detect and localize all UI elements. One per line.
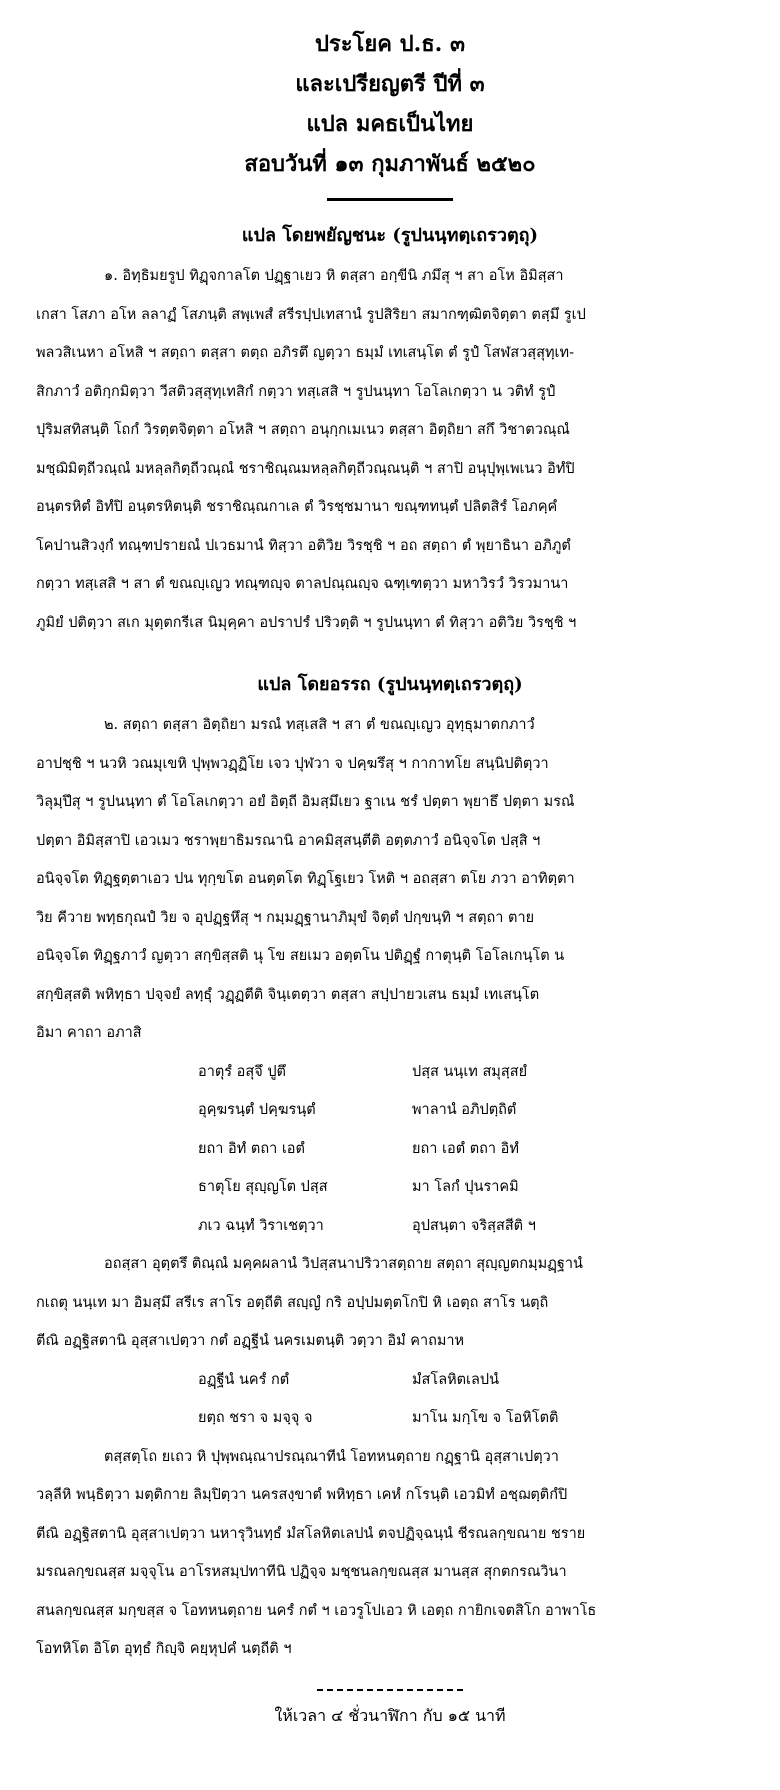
section2-line: อาปชฺชิ ฯ นวหิ วณมุเขหิ ปุพฺพวฏฺฏิโย เจว ปุฬวา จ ปคฺฆรึสุ ฯ กากาทโย สนฺนิปติตฺวา xyxy=(36,755,549,772)
exam-header xyxy=(0,0,780,201)
verse-first-half: ยตฺถ ชรา จ มจฺจุ จ xyxy=(198,1410,313,1426)
section1-line: สิกภาวํ อติกฺกมิตฺวา วีสติวสฺสุทฺเทสิกํ กตฺวา ทสฺเสสิ ฯ รูปนนฺทา โอโลเกตฺวา น วติทํ รูปํ xyxy=(36,383,556,400)
verse-first-half: ยถา อิทํ ตถา เอตํ xyxy=(198,1140,305,1157)
exam-date: สอบวันที่ ๑๓ กุมภาพันธ์ ๒๕๒๐ xyxy=(244,151,536,177)
verse-line xyxy=(0,1053,780,1092)
section2-line: ปตฺตา อิมิสฺสาปิ เอวเมว ชราพฺยาธิมรณานิ อาคมิสฺสนฺตีติ อตฺตภาวํ อนิจฺจโต ปสฺสิ ฯ xyxy=(36,832,541,849)
verse-first-half: อฏฺฐีนํ นครํ กตํ xyxy=(198,1371,290,1388)
verse-first-half: อาตุรํ อสุจึ ปูตึ xyxy=(198,1063,286,1080)
section1-line: ปุริมสทิสนฺติ โถกํ วิรตฺตจิตฺตา อโหสิ ฯ สตฺถา อนุกฺกเมเนว ตสฺสา อิตฺถิยา สกึ วิชาตวณฺณํ xyxy=(36,422,570,438)
section1-body xyxy=(36,257,744,642)
section2-body-continued xyxy=(36,1245,744,1361)
section2-line: วิลุมฺปึสุ ฯ รูปนนฺทา ตํ โอโลเกตฺวา อยํ อิตฺถี อิมสฺมึเยว ฐาเน ชรํ ปตฺตา พฺยาธึ ปตฺตา มรณํ xyxy=(36,794,575,810)
section1-line: กตฺวา ทสฺเสสิ ฯ สา ตํ ขณญฺเญว ทณฺฑญฺจ ตาลปณฺณญฺจ ฉฑฺเฑตฺวา มหาวิรวํ วิรวมานา xyxy=(36,576,569,592)
verse-line xyxy=(0,1168,780,1207)
section2-line: ๒. สตฺถา ตสฺสา อิตฺถิยา มรณํ ทสฺเสสิ ฯ สา ตํ ขณญฺเญว อุทฺธุมาตกภาวํ xyxy=(104,717,535,733)
section2-line: อนิจฺจโต ทิฏฺฐตฺตาเอว ปน ทุกฺขโต อนตฺตโต ทิฏฺโฐเยว โหติ ฯ อถสฺสา ตโย ภวา อาทิตฺตา xyxy=(36,871,575,887)
exam-level: ประโยค ป.ธ. ๓ xyxy=(314,31,466,57)
header-divider xyxy=(327,198,453,201)
verse-first-half: ธาตุโย สุญฺญโต ปสฺส xyxy=(198,1179,328,1195)
section2-line: สกฺขิสฺสติ พหิทฺธา ปจฺจยํ ลทฺธุํ วฏฺฏตีติ จินฺเตตฺวา ตสฺสา สปฺปายวเสน ธมฺมํ เทเสนฺโต xyxy=(36,986,540,1003)
verse-line xyxy=(0,1207,780,1246)
time-allowed: ให้เวลา ๔ ชั่วนาฬิกา กับ ๑๕ นาที xyxy=(274,1705,506,1725)
section2-line: โอทหิโต อิโต อุทฺธํ กิญฺจิ คยฺหุปคํ นตฺถีติ ฯ xyxy=(36,1641,292,1657)
section1-line: โคปานสิวงฺกํ ทณฺฑปรายณํ ปเวธมานํ ทิสฺวา อติวิย วิรชฺชิ ฯ อถ สตฺถา ตํ พฺยาธินา อภิภูตํ xyxy=(36,537,571,554)
verse-block-1 xyxy=(0,1053,780,1246)
section2-line: ตีณิ อฏฺฐิสตานิ อุสฺสาเปตฺวา นหารุวินทฺธํ มํสโลหิตเลปนํ ตจปฏิจฺฉนฺนํ ชีรณลกฺขณาย ชราย xyxy=(36,1525,586,1542)
section2-line: วลฺลีหิ พนฺธิตฺวา มตฺติกาย ลิมฺปิตฺวา นครสงฺขาตํ พหิทฺธา เคหํ กโรนฺติ เอวมิทํ อชฺฌตฺติกํปิ xyxy=(36,1487,568,1503)
section2-line: อถสฺสา อุตฺตรึ ติณฺณํ มคฺคผลานํ วิปสฺสนาปริวาสตฺถาย สตฺถา สุญฺญตกมฺมฏฺฐานํ xyxy=(104,1256,583,1272)
section1-line: อนฺตรหิตํ อิทํปิ อนฺตรหิตนฺติ ชราชิณฺณกาเล ตํ วิรชฺชมานา ขณฺฑทนฺตํ ปลิตสิรํ โอภคฺคํ xyxy=(36,499,558,515)
section2-commentary xyxy=(36,1438,744,1669)
section1-line: ภูมิยํ ปติตฺวา สเก มุตฺตกรีเส นิมุคฺคา อปราปรํ ปริวตฺติ ฯ รูปนนฺทา ตํ ทิสฺวา อติวิย วิรชฺชิ ฯ xyxy=(36,614,577,631)
section2-line: อิมา คาถา อภาสิ xyxy=(36,1025,142,1041)
section1-line: มชฺฌิมิตฺถีวณฺณํ มหลฺลกิตฺถีวณฺณํ ชราชิณฺณมหลฺลกิตฺถีวณฺณนฺติ ฯ สาปิ อนุปุพฺเพเนว อิทํปิ xyxy=(36,460,575,477)
verse-first-half: อุคฺฆรนฺตํ ปคฺฆรนฺตํ xyxy=(198,1102,316,1118)
exam-subject: แปล มคธเป็นไทย xyxy=(306,111,474,137)
section2-line: กเถตุ นนฺเท มา อิมสฺมึ สรีเร สาโร อตฺถีติ สญฺญํ กริ อปฺปมตฺตโกปิ หิ เอตฺถ สาโร นตฺถิ xyxy=(36,1294,549,1311)
section1-line: ๑. อิทฺธิมยรูป ทิฏฺจกาลโต ปฏฺฐาเยว หิ ตสฺสา อกฺขีนิ ภมึสุ ฯ สา อโห อิมิสฺสา xyxy=(104,268,564,284)
section2-body xyxy=(36,706,744,1053)
verse-first-half: ภเว ฉนฺทํ วิราเชตฺวา xyxy=(198,1217,324,1234)
verse-second-half: พาลานํ อภิปตฺถิตํ xyxy=(412,1102,517,1118)
section2-line: มรณลกฺขณสฺส มจฺจุโน อาโรหสมฺปทาทีนิ ปฏิจฺจ มชฺชนลกฺขณสฺส มานสฺส สุกตกรณวินา xyxy=(36,1564,567,1580)
section2-line: ตสฺสตฺโถ ยเถว หิ ปุพฺพณฺณาปรณฺณาทีนํ โอทหนตฺถาย กฏฺฐานิ อุสฺสาเปตฺวา xyxy=(104,1448,559,1465)
verse-block-2 xyxy=(0,1361,780,1438)
verse-second-half: ปสฺส นนฺเท สมุสฺสยํ xyxy=(412,1063,528,1080)
verse-second-half: อุปสนฺตา จริสฺสสีติ ฯ xyxy=(412,1217,536,1234)
verse-second-half: มาโน มกฺโข จ โอหิโตติ xyxy=(412,1410,559,1426)
section2-line: อนิจฺจโต ทิฏฺฐภาวํ ญตฺวา สกฺขิสฺสติ นุ โข สยเมว อตฺตโน ปติฏฺฐํ กาตุนฺติ โอโลเกนฺโต น xyxy=(36,948,565,964)
exam-grade: และเปรียญตรี ปีที่ ๓ xyxy=(295,71,485,97)
verse-line xyxy=(0,1091,780,1130)
verse-second-half: ยถา เอตํ ตถา อิทํ xyxy=(412,1140,519,1157)
verse-line xyxy=(0,1361,780,1400)
section2-title: แปล โดยอรรถ (รูปนนฺทตฺเถรวตฺถุ) xyxy=(257,674,523,695)
verse-second-half: มํสโลหิตเลปนํ xyxy=(412,1371,500,1388)
section2-line: ตีณิ อฏฺฐิสตานิ อุสฺสาเปตฺวา กตํ อฏฺฐีนํ นครเมตนฺติ วตฺวา อิมํ คาถมาห xyxy=(36,1333,465,1349)
verse-line xyxy=(0,1399,780,1438)
section1-line: เกสา โสภา อโห ลลาฏํ โสภนฺติ สพฺเพสํ สรีรปฺปเทสานํ รูปสิริยา สมากฑฺฒิตจิตฺตา ตสฺมึ รูเป xyxy=(36,306,586,323)
section2-line: วิย คีวาย พทฺธกุณปํ วิย จ อุปฏฺฐหึสุ ฯ กมฺมฏฺฐานาภิมุขํ จิตฺตํ ปกฺขนฺทิ ฯ สตฺถา ตาย xyxy=(36,909,535,926)
footer-divider xyxy=(317,1689,463,1691)
section1-title: แปล โดยพยัญชนะ (รูปนนฺทตฺเถรวตฺถุ) xyxy=(241,225,539,246)
verse-second-half: มา โลกํ ปุนราคมิ xyxy=(412,1179,519,1195)
verse-line xyxy=(0,1130,780,1169)
section1-line: พลวสิเนหา อโหสิ ฯ สตฺถา ตสฺสา ตตฺถ อภิรตึ ญตฺวา ธมฺมํ เทเสนฺโต ตํ รูปํ โสฬสวสฺสุทฺเท- xyxy=(36,345,574,361)
section2-line: สนลกฺขณสฺส มกฺขสฺส จ โอทหนตฺถาย นครํ กตํ ฯ เอวรูโปเอว หิ เอตฺถ กายิกเจตสิโก อาพาโธ xyxy=(36,1602,597,1619)
